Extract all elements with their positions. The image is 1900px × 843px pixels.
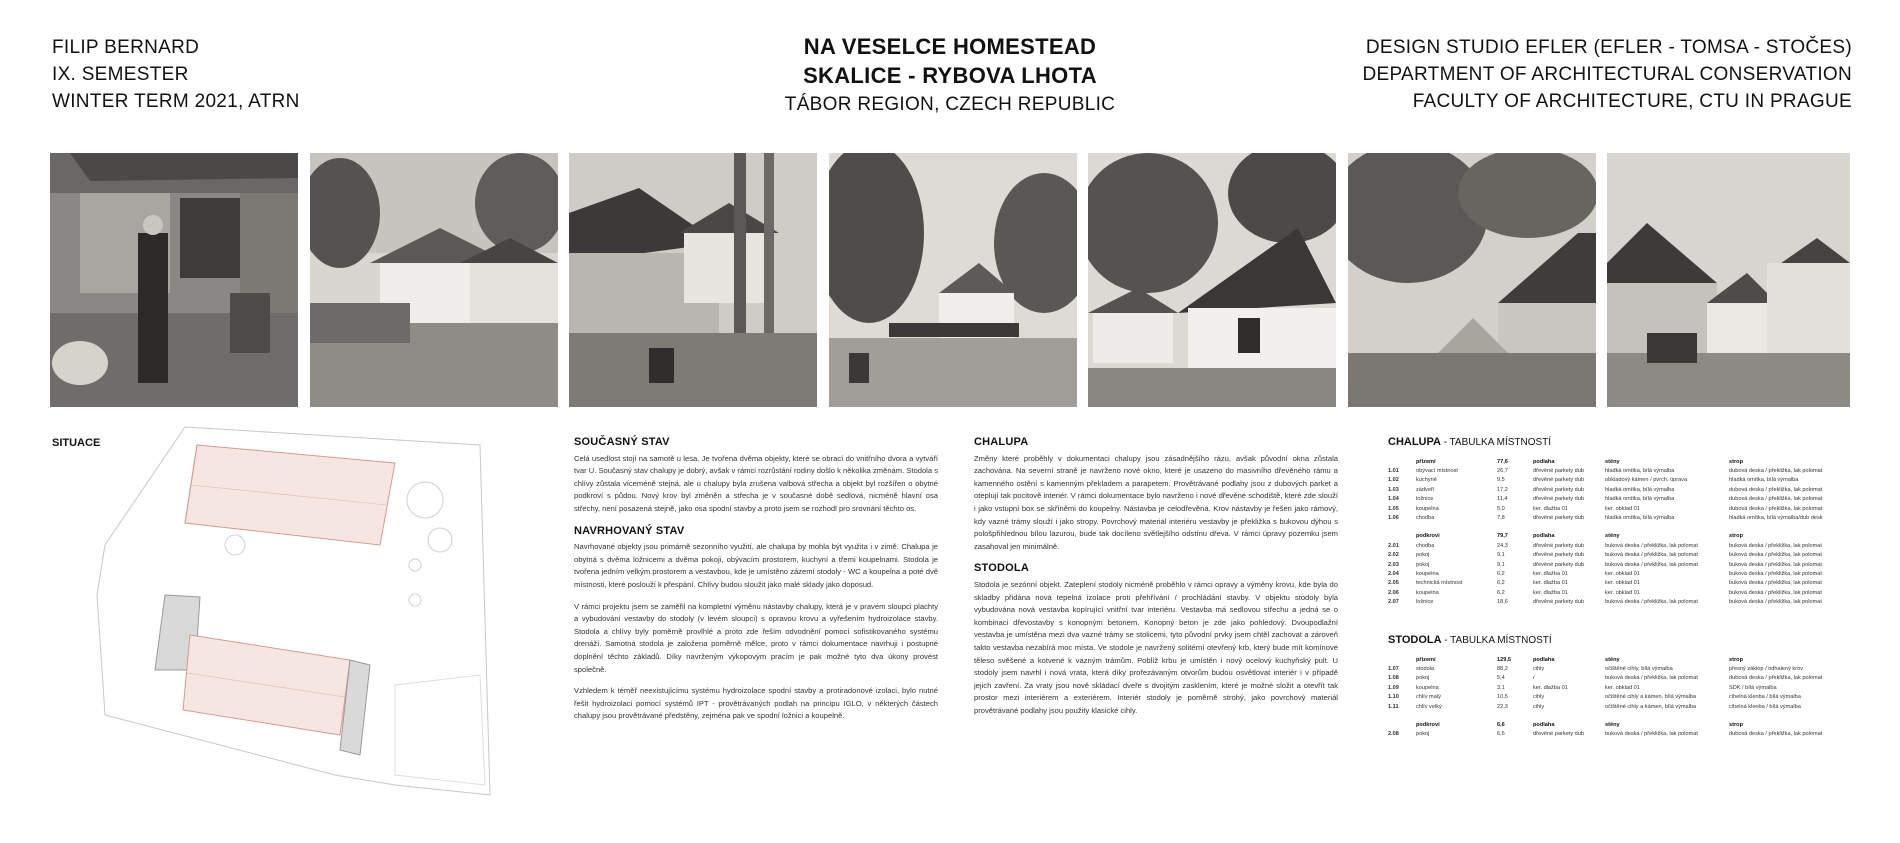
table-row: [1388, 597, 1860, 606]
table-cell: dubová deska / překližka, lak polomat: [1729, 505, 1823, 512]
table-cell: dřevěné parkety dub: [1533, 731, 1584, 738]
table-cell: cihly: [1533, 694, 1545, 701]
table-cell: 2.01: [1388, 542, 1399, 549]
table-cell: 22,3: [1497, 703, 1508, 710]
table-cell: hladká omítka, bílá výmalba: [1605, 496, 1675, 503]
proposed-state-text-1: Navrhované objekty jsou primárně sezonního využití, ale chalupa by mohla být využita i v zimě. Chalupa je obytná s dvěma ložnicemi a dvěma pokoji, obývacím prostorem, kuchyní a třemi koupelnami. Stodola je tvořena jedním velkým prostorem a vestavbou, kde je umístěno zázemí stodoly - WC a koupelna a poté dvě místnosti, které poslouží k přespání. Chlívy budou sloužit jako malé sklady jako doposud.: [574, 542, 938, 589]
table-header-cell: stěny: [1605, 533, 1620, 540]
table-header-row: [1388, 652, 1860, 664]
proposed-state-text-3: Vzhledem k téměř neexistujícímu systému hydroizolace spodní stavby a protiradonové izolaci, bylo nutné řešit hydroizolaci pomocí systémů IPT - provětrávaných podlah na principu IGLO, v některých částech chalupy jsou provětrávané předstěny, zejména pak ve spodní ložnici a koupelně.: [574, 686, 938, 721]
table-cell: 1.09: [1388, 684, 1399, 691]
table-cell: kuchyně: [1416, 477, 1437, 484]
studio-name: DESIGN STUDIO EFLER (EFLER - TOMSA - STOČES): [1365, 37, 1852, 58]
table-row: [1388, 664, 1860, 673]
table-header-cell: [1388, 652, 1416, 664]
table-cell: dřevěné parkety dub: [1533, 599, 1584, 606]
table-header-cell: strop: [1729, 656, 1743, 663]
table-cell: /: [1533, 675, 1535, 682]
table-cell: hladká omítka, bílá výmalba: [1605, 486, 1675, 493]
table-cell: zádveří: [1416, 486, 1435, 493]
stodola-heading: STODOLA: [974, 562, 1029, 575]
table-header-cell: 129,5: [1497, 656, 1511, 663]
table-cell: ker. obklad 01: [1605, 684, 1640, 691]
table-cell: dřevěné parkety dub: [1533, 477, 1584, 484]
department: DEPARTMENT OF ARCHITECTURAL CONSERVATION: [1362, 64, 1852, 85]
table-cell: 6,2: [1497, 570, 1505, 577]
table-cell: 2.05: [1388, 580, 1399, 587]
table-cell: hladká omítka, bílá výmalba/dub desk: [1729, 515, 1823, 522]
table-cell: buková deska / překližka, lak polomat: [1605, 731, 1698, 738]
table-cell: ker. obklad 01: [1605, 570, 1640, 577]
table-row: [1388, 588, 1860, 597]
table-cell: 1.05: [1388, 505, 1399, 512]
table-cell: 1.07: [1388, 666, 1399, 673]
proposed-state-heading: NAVRHOVANÝ STAV: [574, 524, 685, 537]
table-cell: ker. dlažba 01: [1533, 684, 1568, 691]
table-cell: 9,1: [1497, 561, 1505, 568]
table-cell: koupelna: [1416, 589, 1439, 596]
table-cell: cihly: [1533, 666, 1545, 673]
table-header-cell: strop: [1729, 722, 1743, 729]
table-cell: ložnice: [1416, 599, 1434, 606]
table-cell: cihelná klenba / bílá výmalba: [1729, 694, 1801, 701]
proposed-state-text-2: V rámci projektu jsem se zaměřil na kompletní výměnu nástavby chalupy, která je v pravém sloupci plachty a vybudování vestavby do stodoly (v levém sloupci) s opravou krovu a vyřešením hydroizolace stavby. Stodola a chlívy byly poměrně provlhlé a proto zde řeším odvodnění pomocí sofistikovaného systému drenáží. Samotná stodola je založena poměrně mělce, proto v rámci dokumentace navrhuji i postupné doplnění těchto základů. Díky navrženým výkopovým pracím je pak možné tyto dva úkony provést společně.: [574, 601, 938, 674]
table-cell: ker. dlažba 01: [1533, 589, 1568, 596]
table-cell: 9,1: [1497, 552, 1505, 559]
table-row: [1388, 485, 1860, 494]
table-cell: dřevěné parkety dub: [1533, 552, 1584, 559]
table-cell: ker. obklad 01: [1605, 505, 1640, 512]
table-cell: buková deska / překližka, lak polomat: [1729, 561, 1822, 568]
table-row: [1388, 674, 1860, 683]
chalupa-table-title: [1388, 436, 1551, 448]
table-cell: 6,2: [1497, 589, 1505, 596]
table-cell: chodba: [1416, 542, 1435, 549]
table-header-cell: 6,6: [1497, 722, 1505, 729]
text-column-2: [974, 436, 1338, 726]
table-cell: stodola: [1416, 666, 1435, 673]
table-header-cell: podkroví: [1416, 533, 1440, 540]
table-cell: hladká omítka, bílá výmalba: [1605, 515, 1675, 522]
chalupa-heading: CHALUPA: [974, 436, 1029, 448]
table-row: [1388, 683, 1860, 692]
project-region: TÁBOR REGION, CZECH REPUBLIC: [784, 94, 1116, 115]
table-cell: dubová deska / překližka, lak polomat: [1729, 486, 1823, 493]
historic-photo-3: [569, 153, 817, 407]
table-cell: ložnice: [1416, 496, 1434, 503]
table-cell: ker. obklad 01: [1605, 580, 1640, 587]
situation-label: SITUACE: [52, 437, 101, 449]
studio-block: [1362, 34, 1852, 115]
table-header-cell: přízemí: [1416, 656, 1436, 663]
author-name: FILIP BERNARD: [52, 37, 200, 58]
table-cell: buková deska / překližka, lak polomat: [1729, 552, 1822, 559]
table-header-cell: stěny: [1605, 656, 1620, 663]
table-row: [1388, 504, 1860, 513]
stodola-room-table: [1388, 652, 1860, 739]
table-cell: 11,4: [1497, 496, 1508, 503]
chalupa-table-title-sub: - TABULKA MÍSTNOSTÍ: [1443, 437, 1552, 448]
chalupa-table-title-main: CHALUPA: [1388, 436, 1441, 448]
table-cell: 1.02: [1388, 477, 1399, 484]
table-header-cell: [1388, 454, 1416, 466]
table-cell: pokoj: [1416, 552, 1430, 559]
stodola-table-title-sub: - TABULKA MÍSTNOSTÍ: [1444, 635, 1552, 646]
table-cell: ker. obklad 01: [1605, 589, 1640, 596]
table-cell: cihly: [1533, 703, 1545, 710]
table-cell: buková deska / překližka, lak polomat: [1605, 552, 1698, 559]
historic-photo-2: [310, 153, 558, 407]
table-cell: buková deska / překližka, lak polomat: [1605, 561, 1698, 568]
table-header-cell: strop: [1729, 458, 1743, 465]
table-cell: dřevěné parkety dub: [1533, 496, 1584, 503]
table-row: [1388, 495, 1860, 504]
table-cell: 26,7: [1497, 468, 1508, 475]
table-cell: pokoj: [1416, 731, 1430, 738]
table-cell: dubová deska / překližka, lak polomat: [1729, 496, 1823, 503]
table-row: [1388, 560, 1860, 569]
site-plan-drawing: [95, 425, 495, 800]
table-cell: 2.08: [1388, 731, 1399, 738]
table-cell: 5,0: [1497, 505, 1505, 512]
table-cell: dubová deska / překližka, lak polomat: [1729, 468, 1823, 475]
table-header-cell: podkroví: [1416, 722, 1440, 729]
table-cell: buková deska / překližka, lak polomat: [1729, 589, 1822, 596]
table-cell: chodba: [1416, 515, 1435, 522]
table-row: [1388, 541, 1860, 550]
term: WINTER TERM 2021, ATRN: [52, 91, 300, 112]
table-cell: pokoj: [1416, 675, 1430, 682]
table-header-row: [1388, 717, 1860, 729]
table-row: [1388, 513, 1860, 522]
faculty: FACULTY OF ARCHITECTURE, CTU IN PRAGUE: [1412, 91, 1852, 112]
table-cell: buková deska / překližka, lak polomat: [1729, 599, 1822, 606]
table-cell: SDK / bílá výmalba: [1729, 684, 1777, 691]
table-row: [1388, 476, 1860, 485]
table-cell: 2.03: [1388, 561, 1399, 568]
table-cell: 10,5: [1497, 694, 1508, 701]
table-cell: 1.08: [1388, 675, 1399, 682]
table-cell: 88,2: [1497, 666, 1508, 673]
table-header-cell: stěny: [1605, 458, 1620, 465]
stodola-text: Stodola je sezónní objekt. Zateplení stodoly nicméně proběhlo v rámci opravy a výměny krovu, kde byla do skladby přidána nová tepelná izolace proti přehřívání / prochládání stavby. V objektu stodoly byla vybudována nová vestavba kopírující vnitřní tvar interiéru. Vestavba má sedlovou střechu a jedná se o kombinaci dřevostavby s konopným betonem. Konopný beton je zde jako pohledový. Dvoupodlažní vestavba je umístěna mezi dva vazné trámy se stolicemi, tyto původní prvky jsem chtěl zachovat a zároveň takto vestavba nezabírá moc místa. Ve stodole je navržený solitérní otevřený krb, který bude mít komínové těleso svěšené a kotvené k vazným trámům. Poblíž krbu je umístěn i nový ocelový kuchyňský pult. U stodoly jsem navrhl i nová vrata, která díky prořezávaným otvorům budou osvětlovat interiér i v případě jejich zavření. Za vraty jsou nově skládací dveře s dvojitým zasklením, které je možné složit a otevřít tak prostor mezi interiérem a exteriérem. Interiér stodoly je poměrně strohý, jako povrchový materiál provětrávané podlahy jsou použity klasické cihly.: [974, 579, 1338, 715]
table-cell: dřevěné parkety dub: [1533, 515, 1584, 522]
table-cell: 1.06: [1388, 515, 1399, 522]
table-cell: 1.10: [1388, 694, 1399, 701]
table-cell: dřevěné parkety dub: [1533, 561, 1584, 568]
table-header-cell: [1388, 717, 1416, 729]
table-header-cell: strop: [1729, 533, 1743, 540]
site-plan: [95, 425, 495, 800]
table-cell: 2.07: [1388, 599, 1399, 606]
table-cell: 9,5: [1497, 477, 1505, 484]
table-cell: koupelna: [1416, 570, 1439, 577]
historic-photo-4: [829, 153, 1077, 407]
table-cell: 1.04: [1388, 496, 1399, 503]
table-cell: dřevěné parkety dub: [1533, 542, 1584, 549]
table-header-cell: 77,6: [1497, 458, 1508, 465]
table-row: [1388, 702, 1860, 711]
table-cell: koupelna: [1416, 684, 1439, 691]
table-cell: 1.01: [1388, 468, 1399, 475]
chalupa-room-table: [1388, 454, 1860, 607]
chalupa-text: Změny které proběhly v dokumentaci chalupy jsou zásadnějšího rázu, avšak původní okna zůstala zachována. Na severní straně je navrženo nové okno, které je usazeno do masivního dřevěného rámu a kamenného ostění s kamenným překladem a parapetem. Provětrávané podlahy jsou z dubových parket a oteplují tak pocitově interiér. V rámci dokumentace bylo navrženo i nové dřevěné schodiště, které zde slouží i jako vstupní box se skříněmi do koupelny. Nástavba je celodřevěná. Krov nástavby je řešen jako rámový, kdy vazné trámy slouží i jako stropy. Povrchový materiál interiéru vestavby je překližka s bukovou dýhou s pološpřihlednou bílou lazurou, bude tak docíleno světlejšího odstínu dřeva. V rámci úpravy pozemku jsem zasahoval jen minimálně.: [974, 453, 1338, 551]
table-header-cell: stěny: [1605, 722, 1620, 729]
historic-photo-1: [50, 153, 298, 407]
historic-photo-6: [1348, 153, 1596, 407]
table-cell: technická místnost: [1416, 580, 1463, 587]
table-header-cell: podlaha: [1533, 656, 1555, 663]
table-cell: chlív malý: [1416, 694, 1441, 701]
project-location: SKALICE - RYBOVA LHOTA: [803, 63, 1097, 88]
table-cell: 2.02: [1388, 552, 1399, 559]
table-cell: buková deska / překližka, lak polomat: [1605, 675, 1698, 682]
table-cell: 3,1: [1497, 684, 1505, 691]
table-header-row: [1388, 454, 1860, 466]
table-cell: buková deska / překližka, lak polomat: [1729, 542, 1822, 549]
table-cell: 5,4: [1497, 675, 1505, 682]
table-cell: 2.04: [1388, 570, 1399, 577]
table-cell: ker. dlažba 01: [1533, 580, 1568, 587]
table-header-cell: 79,7: [1497, 533, 1508, 540]
table-cell: buková deska / překližka, lak polomat: [1605, 599, 1698, 606]
table-cell: chlív velký: [1416, 703, 1442, 710]
table-cell: očištěné cihly, bílá výmalba: [1605, 666, 1673, 673]
table-row: [1388, 466, 1860, 475]
table-row: [1388, 730, 1860, 739]
table-cell: očištěné cihly a kámen, bílá výmalba: [1605, 703, 1697, 710]
stodola-table-title: [1388, 634, 1552, 646]
table-cell: dubová deska / překližka, lak polomat: [1729, 675, 1823, 682]
table-cell: 7,8: [1497, 515, 1505, 522]
table-cell: pokoj: [1416, 561, 1430, 568]
table-header-row: [1388, 529, 1860, 541]
table-cell: cihelná klenba / bílá výmalba: [1729, 703, 1801, 710]
current-state-heading: SOUČASNÝ STAV: [574, 436, 670, 448]
table-cell: hladká omítka, bílá výmalba: [1605, 468, 1675, 475]
table-cell: očištěné cihly a kámen, bílá výmalba: [1605, 694, 1697, 701]
table-header-cell: podlaha: [1533, 533, 1555, 540]
table-row: [1388, 569, 1860, 578]
table-row: [1388, 551, 1860, 560]
table-header-cell: přízemí: [1416, 458, 1436, 465]
table-row: [1388, 693, 1860, 702]
table-header-cell: podlaha: [1533, 458, 1555, 465]
semester: IX. SEMESTER: [52, 64, 189, 85]
table-header-cell: [1388, 529, 1416, 541]
table-cell: ker. dlažba 01: [1533, 505, 1568, 512]
table-cell: 18,6: [1497, 599, 1508, 606]
table-cell: dubová deska / překližka, lak polomat: [1729, 731, 1823, 738]
table-header-cell: podlaha: [1533, 722, 1555, 729]
table-cell: 1.11: [1388, 703, 1399, 710]
table-cell: dřevěné parkety dub: [1533, 468, 1584, 475]
table-cell: 2.06: [1388, 589, 1399, 596]
table-cell: 1.03: [1388, 486, 1399, 493]
table-cell: 17,2: [1497, 486, 1508, 493]
historic-photo-5: [1088, 153, 1336, 407]
table-cell: ker. dlažba 01: [1533, 570, 1568, 577]
table-cell: koupelna: [1416, 505, 1439, 512]
table-cell: 24,3: [1497, 542, 1508, 549]
table-cell: 6,2: [1497, 580, 1505, 587]
text-column-1: [574, 436, 938, 732]
historic-photo-7: [1607, 153, 1850, 407]
table-cell: přesný záklop / odhalený krov: [1729, 666, 1804, 673]
table-cell: buková deska / překližka, lak polomat: [1729, 580, 1822, 587]
table-cell: buková deska / překližka, lak polomat: [1729, 570, 1822, 577]
table-cell: hladká omítka, bílá výmalba: [1729, 477, 1799, 484]
table-row: [1388, 579, 1860, 588]
table-cell: 6,6: [1497, 731, 1505, 738]
project-title: NA VESELCE HOMESTEAD: [803, 34, 1097, 59]
table-cell: buková deska / překližka, lak polomat: [1605, 542, 1698, 549]
table-cell: dřevěné parkety dub: [1533, 486, 1584, 493]
stodola-table-title-main: STODOLA: [1388, 634, 1442, 646]
current-state-text: Celá usedlost stojí na samotě u lesa. Je tvořena dvěma objekty, které se obrací do vnitřního dvora a vytváří tvar U. Současný stav chalupy je dobrý, avšak v rámci rozrůstání rodiny došlo k několika změnám. Stodola s chlívy zůstala víceméně stejná, ale u chalupy byla zrušena valbová střecha a objekt byl rozšířen o obytné podkroví s půdou. Nový krov byl změněn a střecha je v současné době sedlová, nicméně hlavní osa střechy, není posazená stejně, jako osa spodní stavby a proto jsem se rozhodl pro srovnání těchto os.: [574, 453, 938, 513]
table-cell: obývací místnost: [1416, 468, 1458, 475]
historic-photo-strip: [50, 153, 1850, 407]
table-cell: obkladový kámen / pvrch. úprava: [1605, 477, 1688, 484]
